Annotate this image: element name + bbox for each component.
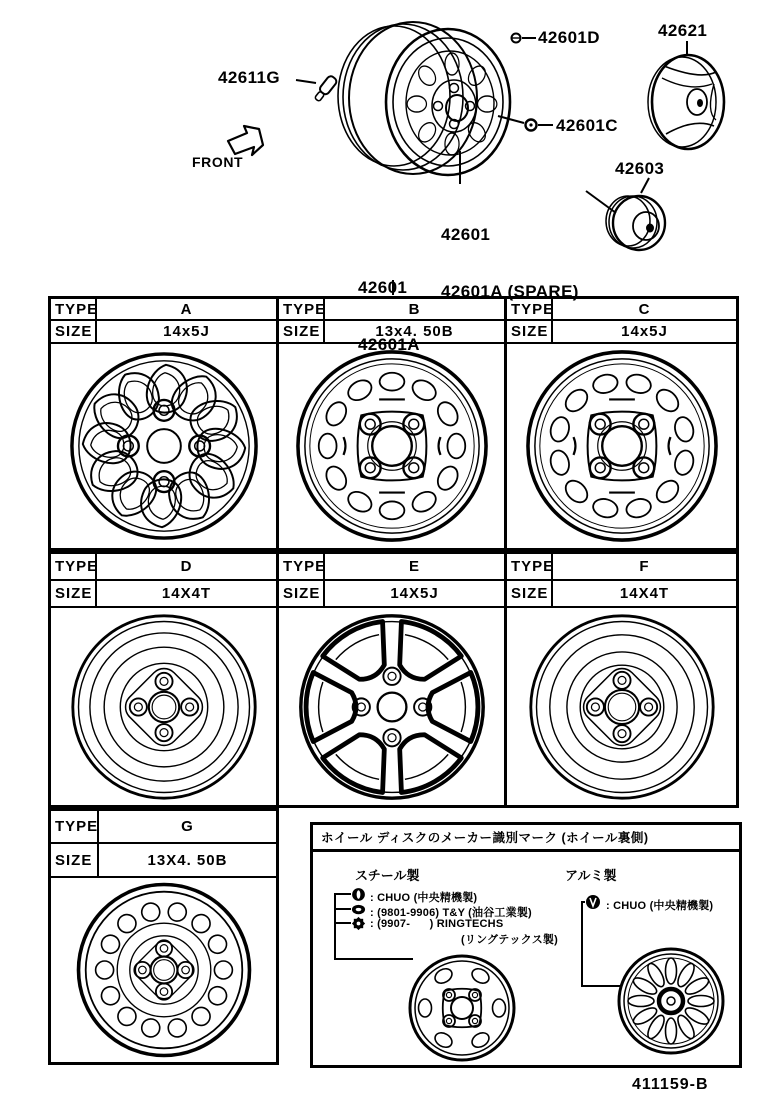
- size-value-d: 14X4T: [97, 581, 279, 608]
- size-header-cell: SIZE: [51, 844, 99, 878]
- size-header-cell: SIZE: [507, 321, 553, 344]
- plain-spare-wheel-drawing: [69, 612, 259, 802]
- part-label-wheel-line2: 42601A (SPARE): [441, 282, 579, 301]
- type-value-f: F: [553, 554, 736, 581]
- document-number: 411159-B: [632, 1076, 709, 1093]
- note-aluminum-wheel-drawing: [619, 949, 723, 1053]
- type-header-cell: TYPE: [507, 299, 553, 321]
- part-label-wheel[interactable]: [441, 187, 579, 339]
- wheel-image-type-e: [279, 608, 507, 805]
- size-header-cell: SIZE: [507, 581, 553, 608]
- size-value-g: 13X4. 50B: [99, 844, 276, 878]
- type-value-b: B: [325, 299, 507, 321]
- aluminum-mark-bracket-line: [582, 902, 621, 986]
- cap-leader-line: [586, 191, 616, 213]
- plain-spare-wheel-drawing: [527, 612, 717, 802]
- front-direction-arrow: [228, 126, 263, 155]
- wheel-ornament-drawing: [648, 41, 724, 149]
- wheel-image-type-g: [51, 878, 276, 1062]
- steel-oval-hole-wheel-drawing: [523, 347, 721, 545]
- type-header-cell: TYPE: [51, 299, 97, 321]
- styled-cover-wheel-drawing: [65, 347, 263, 545]
- type-header-cell: TYPE: [279, 299, 325, 321]
- size-value-b: 13x4. 50B: [325, 321, 507, 344]
- type-value-c: C: [553, 299, 736, 321]
- steel-heading: スチール製: [355, 868, 420, 883]
- size-header-cell: SIZE: [51, 321, 97, 344]
- table-group-label[interactable]: [358, 240, 420, 392]
- alloy-6-spoke-wheel-drawing: [296, 611, 488, 803]
- part-label-wheel-line1: 42601: [441, 225, 491, 244]
- wheel-table-section-def: [48, 551, 739, 808]
- size-value-f: 14X4T: [553, 581, 736, 608]
- type-value-d: D: [97, 554, 279, 581]
- size-value-a: 14x5J: [97, 321, 279, 344]
- steel-item-2: : (9801-9906) T&Y (油谷工業製): [370, 907, 532, 919]
- aluminum-item-1: : CHUO (中央精機製): [606, 900, 714, 912]
- note-steel-wheel-drawing: [410, 956, 514, 1060]
- part-label-ornament[interactable]: 42621: [658, 21, 708, 40]
- type-header-cell: TYPE: [51, 554, 97, 581]
- ty-maker-mark-icon: [351, 902, 366, 917]
- table-group-label-line2: 42601A: [358, 335, 420, 354]
- valve-stem-drawing: [313, 75, 338, 103]
- front-label: FRONT: [192, 154, 244, 170]
- note-box-body: [313, 852, 739, 1065]
- wheel-image-type-a: [51, 344, 279, 548]
- size-header-cell: SIZE: [279, 581, 325, 608]
- part-label-valve[interactable]: 42611G: [218, 68, 280, 87]
- type-value-g: G: [99, 811, 276, 844]
- wheel-image-type-f: [507, 608, 736, 805]
- type-header-cell: TYPE: [507, 554, 553, 581]
- size-header-cell: SIZE: [51, 581, 97, 608]
- type-header-cell: TYPE: [279, 554, 325, 581]
- wheel-image-type-d: [51, 608, 279, 805]
- type-header-cell: TYPE: [51, 811, 99, 844]
- wheel-image-type-c: [507, 344, 736, 548]
- hub-bolt-drawing: [512, 34, 537, 43]
- size-value-c: 14x5J: [553, 321, 736, 344]
- part-label-bolt[interactable]: 42601D: [538, 28, 600, 47]
- ringtechs-maker-mark-icon: [351, 916, 366, 931]
- maker-mark-note-box: [310, 822, 742, 1068]
- note-box-title: ホイール ディスクのメーカー識別マーク (ホイール裏側): [313, 825, 739, 852]
- wheel-table-section-g: [48, 808, 279, 1065]
- table-group-label-line1: 42601: [358, 278, 408, 297]
- size-header-cell: SIZE: [279, 321, 325, 344]
- type-value-a: A: [97, 299, 279, 321]
- steel-item-3: : (9907- ) RINGTECHS: [370, 918, 504, 930]
- main-wheel-drawing: [338, 22, 510, 175]
- type-value-e: E: [325, 554, 507, 581]
- center-cap-drawing: [606, 178, 665, 250]
- steel-item-3-line2: (リングテックス製): [461, 934, 558, 946]
- steel-item-1: : CHUO (中央精機製): [370, 892, 478, 904]
- part-label-cap[interactable]: 42603: [615, 159, 665, 178]
- aluminum-heading: アルミ製: [565, 868, 617, 883]
- part-label-nut[interactable]: 42601C: [556, 116, 618, 135]
- chuo-maker-mark-icon: [351, 887, 366, 902]
- chuo-aluminum-maker-mark-icon: [585, 894, 601, 910]
- steel-round-hole-wheel-drawing: [74, 880, 254, 1060]
- size-value-e: 14X5J: [325, 581, 507, 608]
- valve-leader-line: [296, 80, 316, 83]
